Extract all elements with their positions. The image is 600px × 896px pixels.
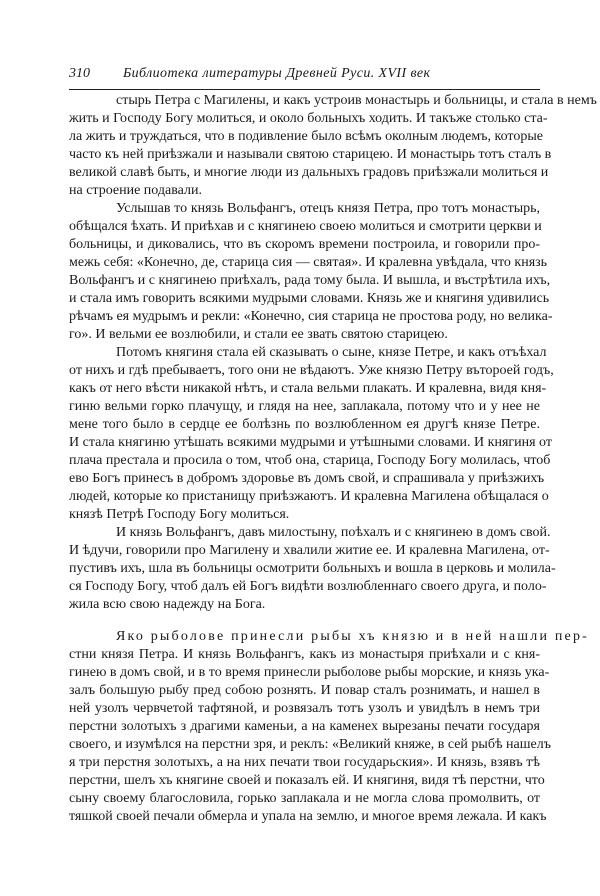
chapter-heading-line: Яко рыболове принесли рыбы хъ князю и в ней нашли пер- bbox=[116, 629, 590, 644]
text-line: плача престала и просила о том, чтоб она, старица, Господу Богу молилась, чтоб bbox=[69, 453, 551, 468]
text-line: жила всю свою надежду на Бога. bbox=[69, 597, 266, 612]
text-line: И ѣдучи, говорили про Магилену и хвалили житие ее. И кралевна Магилена, от- bbox=[69, 543, 550, 558]
chapter-paragraph bbox=[69, 628, 590, 826]
text-line: великой славѣ быть, и многие люди из дальныхъ градовъ приѣзжали молиться и bbox=[69, 165, 549, 180]
header-rule bbox=[69, 89, 540, 90]
text-line: стырь Петра с Магилены, и какъ устроив монастырь и больницы, и стала в немъ bbox=[116, 93, 597, 108]
paragraph bbox=[69, 92, 597, 200]
text-line: ней узолъ червчетой тафтяной, и розвязалъ тотъ узолъ и увидѣлъ в немъ три bbox=[69, 701, 540, 716]
text-line: рѣчамъ ея мудрымъ и рекли: «Конечно, сия старица не простова роду, но велика- bbox=[69, 309, 553, 324]
text-line: мене того было в сердце ее болѣзнь по возлюбленном ея другѣ князе Петре. bbox=[69, 417, 540, 432]
text-line: гинею в домъ свой, и в то время принесли рыболове рыбы морские, и князь ука- bbox=[69, 665, 550, 680]
text-line: И стала княгиню утѣшать всякими мудрыми и утѣшными словами. И княгиня от bbox=[69, 435, 552, 450]
text-line: го». И вельми ее возлюбили, и стали ее звать святою старицею. bbox=[69, 327, 448, 342]
text-line: от нихъ и гдѣ пребываетъ, того они не вѣдаютъ. Уже князю Петру вътороей годъ, bbox=[69, 363, 554, 378]
text-line: своего, и изумѣлся на перстни зря, и реклъ: «Великий княже, в сей рыбѣ нашелъ bbox=[69, 737, 551, 752]
running-title: Библиотека литературы Древней Руси. XVII век bbox=[123, 66, 431, 81]
text-line: князѣ Петрѣ Господу Богу молиться. bbox=[69, 507, 290, 522]
text-section-fish-chapter bbox=[69, 628, 590, 826]
paragraph bbox=[69, 200, 553, 344]
text-line: часто къ ней приѣзжали и называли святою старицею. И монастырь тотъ сталъ в bbox=[69, 147, 552, 162]
text-line: сыну своему благословила, горько заплакала и не могла слова промолвить, от bbox=[69, 791, 540, 806]
text-line: людей, которые ко пристанищу приѣзжаютъ. И кралевна Магилена обѣщалася о bbox=[69, 489, 549, 504]
text-line: на строение подавали. bbox=[69, 183, 202, 198]
text-line: и стала имъ говорить всякими мудрыми словами. Князь же и княгиня удивились bbox=[69, 291, 550, 306]
text-line: Вольфангъ и с княгинею приѣхалъ, рада тому была. И вышла, и въстрѣтила ихъ, bbox=[69, 273, 551, 288]
text-line: перстни золотыхъ з драгими каменьи, а на каменех вырезаны печати государя bbox=[69, 719, 540, 734]
text-line: гиню вельми горко плачущу, и глядя на нее, заплакала, потому что и у нее не bbox=[69, 399, 540, 414]
text-line: ево Богъ принесъ в добромъ здоровье въ домъ свой, и спрашивала у приѣзжихъ bbox=[69, 471, 545, 486]
text-line: больницы, и диковались, что въ скоромъ времени построила, и говорили про- bbox=[69, 237, 540, 252]
text-line: ла жить и труждаться, что в подивление было всѣмъ околным людемъ, которые bbox=[69, 129, 543, 144]
text-line: обѣщался ѣхать. И приѣхав и с княгинею своею молиться и смотрити церкви и bbox=[69, 219, 542, 234]
text-line: стни князя Петра. И князь Вольфангъ, какъ из монастыря приѣхали и с кня- bbox=[69, 647, 540, 662]
page-number: 310 bbox=[69, 66, 90, 81]
text-line: какъ от него вѣсти никакой нѣтъ, и стала вельми плакать. И кралевна, видя кня- bbox=[69, 381, 547, 396]
text-line: межь себя: «Конечно, де, старица сия — святая». И кралевна увѣдала, что князь bbox=[69, 255, 548, 270]
text-line: залъ большую рыбу пред собою рознять. И повар сталъ рознимать, и нашел в bbox=[69, 683, 540, 698]
paragraph bbox=[69, 524, 556, 614]
text-line: Потомъ княгиня стала ей сказывать о сыне, князе Петре, и какъ отъѣхал bbox=[116, 345, 547, 360]
text-line: И князь Вольфангъ, давъ милостыну, поѣхалъ и с княгинею в домъ свой. bbox=[116, 525, 551, 540]
paragraph bbox=[69, 344, 554, 524]
text-line: я три перстня золотыхъ, а на них печати твои государьския». И князь, взявъ тѣ bbox=[69, 755, 540, 770]
text-section-main bbox=[69, 92, 597, 614]
text-line: перстни, шелъ хъ княгине своей и показалъ ей. И княгиня, видя тѣ перстни, что bbox=[69, 773, 545, 788]
text-line: пустивъ ихъ, шла въ больницы осмотрити больныхъ и вошла в церковь и молила- bbox=[69, 561, 556, 576]
running-header bbox=[69, 66, 539, 86]
text-line: жить и Господу Богу молиться, и около больныхъ ходить. И такъже столько ста- bbox=[69, 111, 548, 126]
text-line: ся Господу Богу, чтоб далъ ей Богъ видѣти возлюбленнаго своего друга, и поло- bbox=[69, 579, 547, 594]
text-line: тяшкой своей печали обмерла и упала на землю, и многое время лежала. И какъ bbox=[69, 809, 547, 824]
text-line: Услышав то князь Вольфангъ, отецъ князя Петра, про тотъ монастырь, bbox=[116, 201, 540, 216]
